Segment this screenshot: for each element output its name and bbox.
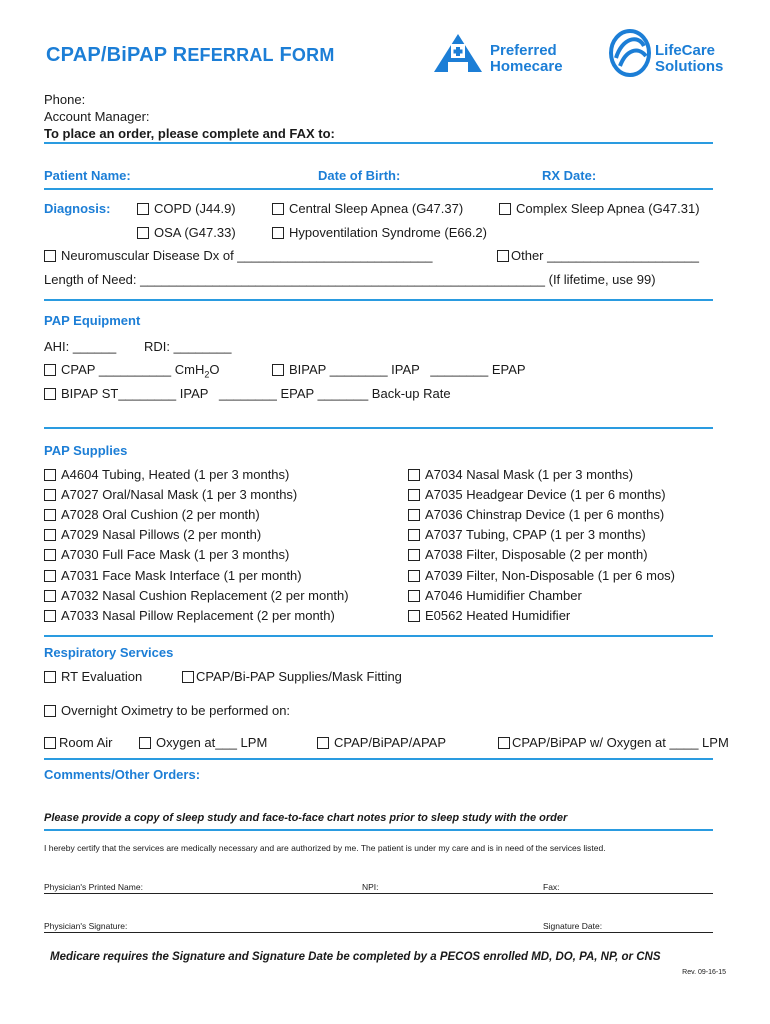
mask-fitting-checkbox[interactable]	[182, 671, 194, 683]
supply-item[interactable]: A7029 Nasal Pillows (2 per month)	[44, 527, 261, 542]
oxygen-checkbox[interactable]	[139, 737, 151, 749]
swirl-icon	[608, 28, 652, 78]
supply-checkbox[interactable]	[44, 549, 56, 561]
cpap-apap-option[interactable]: CPAP/BiPAP/APAP	[317, 735, 446, 750]
revision-date: Rev. 09-16-15	[682, 969, 726, 976]
supply-checkbox[interactable]	[408, 489, 420, 501]
neuromuscular-checkbox[interactable]	[44, 250, 56, 262]
npi-label: NPI:	[362, 882, 379, 892]
supply-checkbox[interactable]	[44, 590, 56, 602]
divider	[44, 758, 713, 760]
rx-date-label: RX Date:	[542, 168, 597, 183]
other-diagnosis-option[interactable]: Other _____________________	[497, 248, 699, 263]
supply-item[interactable]: A7038 Filter, Disposable (2 per month)	[408, 547, 648, 562]
overnight-oximetry-checkbox[interactable]	[44, 705, 56, 717]
osa-checkbox[interactable]	[137, 227, 149, 239]
supply-checkbox[interactable]	[408, 549, 420, 561]
supply-checkbox[interactable]	[408, 610, 420, 622]
printed-name-label: Physician's Printed Name:	[44, 882, 143, 892]
rt-evaluation-checkbox[interactable]	[44, 671, 56, 683]
length-of-need-field[interactable]: Length of Need: ________________________________________________________ (If lifetime, use 99)	[44, 272, 656, 287]
form-title: CPAP/BiPAP REFERRAL FORM	[46, 44, 335, 66]
supply-item[interactable]: A7034 Nasal Mask (1 per 3 months)	[408, 467, 633, 482]
house-cross-icon	[432, 32, 484, 74]
central-sleep-apnea-checkbox[interactable]	[272, 203, 284, 215]
divider	[44, 142, 713, 144]
pap-supplies-heading: PAP Supplies	[44, 443, 128, 458]
divider	[44, 188, 713, 190]
lifecare-solutions-name: LifeCare Solutions	[655, 42, 724, 75]
bipap-option[interactable]: BIPAP ________ IPAP ________ EPAP	[272, 362, 526, 377]
supply-checkbox[interactable]	[44, 509, 56, 521]
complex-sleep-apnea-option[interactable]: Complex Sleep Apnea (G47.31)	[499, 201, 700, 216]
supply-checkbox[interactable]	[408, 509, 420, 521]
preferred-homecare-name: Preferred Homecare	[490, 42, 563, 75]
phone-label: Phone:	[44, 92, 86, 107]
supply-item[interactable]: A7027 Oral/Nasal Mask (1 per 3 months)	[44, 487, 297, 502]
supply-item[interactable]: A7031 Face Mask Interface (1 per month)	[44, 568, 302, 583]
patient-name-label: Patient Name:	[44, 168, 131, 183]
certification-statement: I hereby certify that the services are medically necessary and are authorized by me. The patient is under my care and is in need of the services listed.	[44, 843, 606, 853]
copd-option[interactable]: COPD (J44.9)	[137, 201, 236, 216]
neuromuscular-option[interactable]: Neuromuscular Disease Dx of ___________________________	[44, 248, 433, 263]
supply-checkbox[interactable]	[44, 529, 56, 541]
cpap-checkbox[interactable]	[44, 364, 56, 376]
divider	[44, 635, 713, 637]
ahi-field[interactable]: AHI: ______	[44, 339, 117, 354]
cpap-option[interactable]: CPAP __________ CmH$_2$O	[44, 362, 219, 380]
lifecare-solutions-logo	[608, 28, 652, 83]
hypoventilation-checkbox[interactable]	[272, 227, 284, 239]
supply-item[interactable]: A4604 Tubing, Heated (1 per 3 months)	[44, 467, 289, 482]
overnight-oximetry-option[interactable]: Overnight Oximetry to be performed on:	[44, 703, 290, 718]
supply-checkbox[interactable]	[44, 570, 56, 582]
supply-item[interactable]: A7028 Oral Cushion (2 per month)	[44, 507, 260, 522]
rt-evaluation-option[interactable]: RT Evaluation	[44, 669, 142, 684]
respiratory-services-heading: Respiratory Services	[44, 645, 174, 660]
copd-checkbox[interactable]	[137, 203, 149, 215]
pap-equipment-heading: PAP Equipment	[44, 313, 141, 328]
bipap-st-option[interactable]: BIPAP ST________ IPAP ________ EPAP _______ Back-up Rate	[44, 386, 451, 401]
supply-checkbox[interactable]	[44, 610, 56, 622]
preferred-homecare-logo	[432, 32, 484, 79]
oxygen-option[interactable]: Oxygen at___ LPM	[139, 735, 267, 750]
sleep-study-notice: Please provide a copy of sleep study and face-to-face chart notes prior to sleep study with the order	[44, 812, 568, 824]
supply-item[interactable]: A7033 Nasal Pillow Replacement (2 per month)	[44, 608, 335, 623]
rdi-field[interactable]: RDI: ________	[144, 339, 232, 354]
printed-name-line[interactable]	[44, 893, 713, 894]
supply-checkbox[interactable]	[408, 570, 420, 582]
fax-instruction: To place an order, please complete and FAX to:	[44, 126, 335, 141]
room-air-option[interactable]: Room Air	[44, 735, 112, 750]
comments-heading: Comments/Other Orders:	[44, 767, 201, 782]
cpap-apap-checkbox[interactable]	[317, 737, 329, 749]
diagnosis-label: Diagnosis:	[44, 201, 111, 216]
supply-item[interactable]: A7037 Tubing, CPAP (1 per 3 months)	[408, 527, 646, 542]
signature-date-label: Signature Date:	[543, 921, 603, 931]
cpap-oxygen-checkbox[interactable]	[498, 737, 510, 749]
supply-item[interactable]: E0562 Heated Humidifier	[408, 608, 570, 623]
account-manager-label: Account Manager:	[44, 109, 150, 124]
supply-checkbox[interactable]	[408, 529, 420, 541]
supply-item[interactable]: A7039 Filter, Non-Disposable (1 per 6 mos)	[408, 568, 675, 583]
cpap-oxygen-option[interactable]: CPAP/BiPAP w/ Oxygen at ____ LPM	[498, 735, 729, 750]
fax-label: Fax:	[543, 882, 560, 892]
supply-checkbox[interactable]	[408, 590, 420, 602]
divider	[44, 299, 713, 301]
medicare-notice: Medicare requires the Signature and Signature Date be completed by a PECOS enrolled MD, DO, PA, NP, or CNS	[50, 951, 661, 963]
supply-item[interactable]: A7030 Full Face Mask (1 per 3 months)	[44, 547, 289, 562]
central-sleep-apnea-option[interactable]: Central Sleep Apnea (G47.37)	[272, 201, 463, 216]
complex-sleep-apnea-checkbox[interactable]	[499, 203, 511, 215]
supply-checkbox[interactable]	[44, 489, 56, 501]
room-air-checkbox[interactable]	[44, 737, 56, 749]
divider	[44, 427, 713, 429]
osa-option[interactable]: OSA (G47.33)	[137, 225, 236, 240]
divider	[44, 829, 713, 831]
physician-signature-label: Physician's Signature:	[44, 921, 128, 931]
mask-fitting-option[interactable]: CPAP/Bi-PAP Supplies/Mask Fitting	[182, 669, 402, 684]
supply-checkbox[interactable]	[408, 469, 420, 481]
supply-item[interactable]: A7046 Humidifier Chamber	[408, 588, 582, 603]
date-of-birth-label: Date of Birth:	[318, 168, 401, 183]
supply-item[interactable]: A7035 Headgear Device (1 per 6 months)	[408, 487, 666, 502]
supply-item[interactable]: A7032 Nasal Cushion Replacement (2 per month)	[44, 588, 349, 603]
supply-checkbox[interactable]	[44, 469, 56, 481]
bipap-checkbox[interactable]	[272, 364, 284, 376]
supply-item[interactable]: A7036 Chinstrap Device (1 per 6 months)	[408, 507, 664, 522]
signature-line[interactable]	[44, 932, 713, 933]
hypoventilation-option[interactable]: Hypoventilation Syndrome (E66.2)	[272, 225, 487, 240]
bipap-st-checkbox[interactable]	[44, 388, 56, 400]
other-diagnosis-checkbox[interactable]	[497, 250, 509, 262]
